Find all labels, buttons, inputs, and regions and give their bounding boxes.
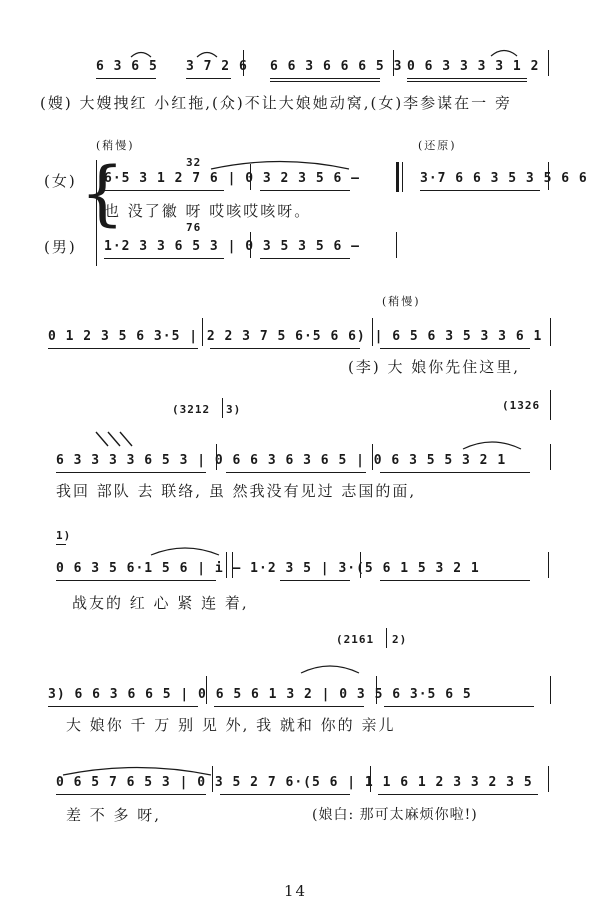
barline — [393, 50, 394, 76]
grace-note: (1326 — [502, 399, 541, 412]
barline — [360, 552, 361, 578]
tie — [300, 662, 360, 674]
barline — [216, 444, 217, 470]
underline — [56, 794, 206, 795]
s1-m3-notes: 0 6 3 3 3 3 1 2 — [407, 59, 540, 74]
grace-note: 1) — [56, 529, 72, 542]
female-repeat-notes: 3·7 6 6 3 5 3 5 6 6 — [420, 171, 588, 186]
s3-notes: 0 1 2 3 5 6 3·5 | 2 2 3 7 5 6·5 6 6) | 6 5 6 3 5 3 3 6 1 — [48, 329, 543, 344]
barline — [243, 50, 244, 76]
barline — [396, 232, 397, 258]
ornament-marks — [94, 430, 154, 450]
underline — [380, 348, 530, 349]
barline — [548, 50, 549, 76]
underline — [384, 706, 534, 707]
underline — [104, 190, 224, 191]
underline — [378, 794, 538, 795]
underline — [56, 580, 216, 581]
tie — [150, 544, 220, 556]
s1-m1-notes: 6 3 6 5 — [96, 59, 158, 74]
barline — [550, 390, 551, 420]
slur — [130, 50, 152, 58]
repeat-barline — [402, 162, 403, 192]
underline — [280, 580, 350, 581]
s7-notes: 0 6 5 7 6 5 3 | 0 3 5 2 7 6·(5 6 | 1 1 6 1 2 3 3 2 3 5 — [56, 775, 533, 790]
barline — [550, 444, 551, 470]
barline — [226, 552, 227, 578]
underline — [186, 78, 231, 79]
barline — [202, 318, 203, 346]
male-label: (男) — [44, 238, 77, 256]
s1-lyrics: (嫂) 大嫂拽红 小红拖,(众)不让大娘她动窝,(女)李参谋在一 旁 — [40, 94, 512, 112]
system-line — [96, 160, 97, 266]
underline — [214, 706, 364, 707]
underline — [270, 81, 380, 82]
underline — [260, 190, 350, 191]
s5-notes: 0 6 3 5 6·1 5 6 | i — 1·2 3 5 | 3·(5 6 1 5 3 2 1 — [56, 561, 480, 576]
male-notes: 1·2 3 3 6 5 3 | 0 3 5 3 5 6 — — [104, 239, 360, 254]
female-notes: 6·5 3 1 2 7 6 | 0 3 2 3 5 6 — — [104, 171, 360, 186]
underline — [270, 78, 380, 79]
female-lyrics: 也 没了徽 呀 哎咳哎咳呀。 — [104, 202, 312, 220]
barline — [550, 318, 551, 346]
underline — [407, 81, 527, 82]
barline — [206, 676, 207, 704]
underline — [380, 580, 530, 581]
barline — [548, 162, 549, 190]
tie — [462, 438, 522, 450]
barline — [250, 232, 251, 258]
slur — [196, 50, 218, 58]
system-brace: { — [80, 152, 125, 234]
underline — [56, 472, 206, 473]
s7-lyrics: 差 不 多 呀, — [66, 806, 162, 824]
grace-note: 32 — [186, 156, 202, 169]
barline — [222, 398, 223, 418]
tempo-mark: (还原) — [418, 139, 457, 152]
s6-notes: 3) 6 6 3 6 6 5 | 0 6 5 6 1 3 2 | 0 3 5 6 3·5 6 5 — [48, 687, 472, 702]
underline — [260, 258, 350, 259]
s1-m1-notes-b: 3 7 2 6 — [186, 59, 248, 74]
barline — [372, 444, 373, 470]
female-label: (女) — [44, 172, 77, 190]
barline — [232, 552, 233, 578]
barline — [550, 676, 551, 704]
barline — [548, 766, 549, 792]
grace-note: (2161 — [336, 633, 375, 646]
s4-notes: 6 3 3 3 3 6 5 3 | 0 6 6 3 6 3 6 5 | 0 6 3 5 5 3 2 1 — [56, 453, 507, 468]
s4-lyrics: 我回 部队 去 联络, 虽 然我没有见过 志国的面, — [56, 482, 417, 500]
tempo-mark: (稍慢) — [96, 139, 135, 152]
barline — [372, 318, 373, 346]
s3-lyrics: (李) 大 娘你先住这里, — [348, 358, 521, 376]
slur — [490, 47, 518, 57]
underline — [210, 348, 360, 349]
tempo-mark: (稍慢) — [382, 295, 421, 308]
s7-spoken: (娘白: 那可太麻烦你啦!) — [312, 807, 478, 823]
underline — [104, 258, 224, 259]
page-number: 14 — [284, 882, 308, 900]
underline — [96, 78, 156, 79]
grace-note: 2) — [392, 633, 408, 646]
underline — [407, 78, 527, 79]
grace-note: 76 — [186, 221, 202, 234]
tie — [210, 158, 350, 170]
barline — [386, 628, 387, 648]
underline — [420, 190, 540, 191]
s5-lyrics: 战友的 红 心 紧 连 着, — [72, 594, 249, 612]
barline — [212, 766, 213, 792]
s1-m2-notes: 6 6 3 6 6 6 5 3 — [270, 59, 403, 74]
tie — [62, 764, 212, 776]
grace-rule — [56, 544, 66, 545]
barline — [548, 552, 549, 578]
underline — [380, 472, 530, 473]
barline — [370, 766, 371, 792]
repeat-barline — [396, 162, 399, 192]
underline — [48, 706, 198, 707]
barline — [376, 676, 377, 704]
underline — [226, 472, 366, 473]
underline — [220, 794, 350, 795]
grace-note: (3212 — [172, 403, 211, 416]
underline — [48, 348, 198, 349]
s6-lyrics: 大 娘你 千 万 别 见 外, 我 就和 你的 亲儿 — [66, 716, 396, 734]
grace-note: 3) — [226, 403, 242, 416]
